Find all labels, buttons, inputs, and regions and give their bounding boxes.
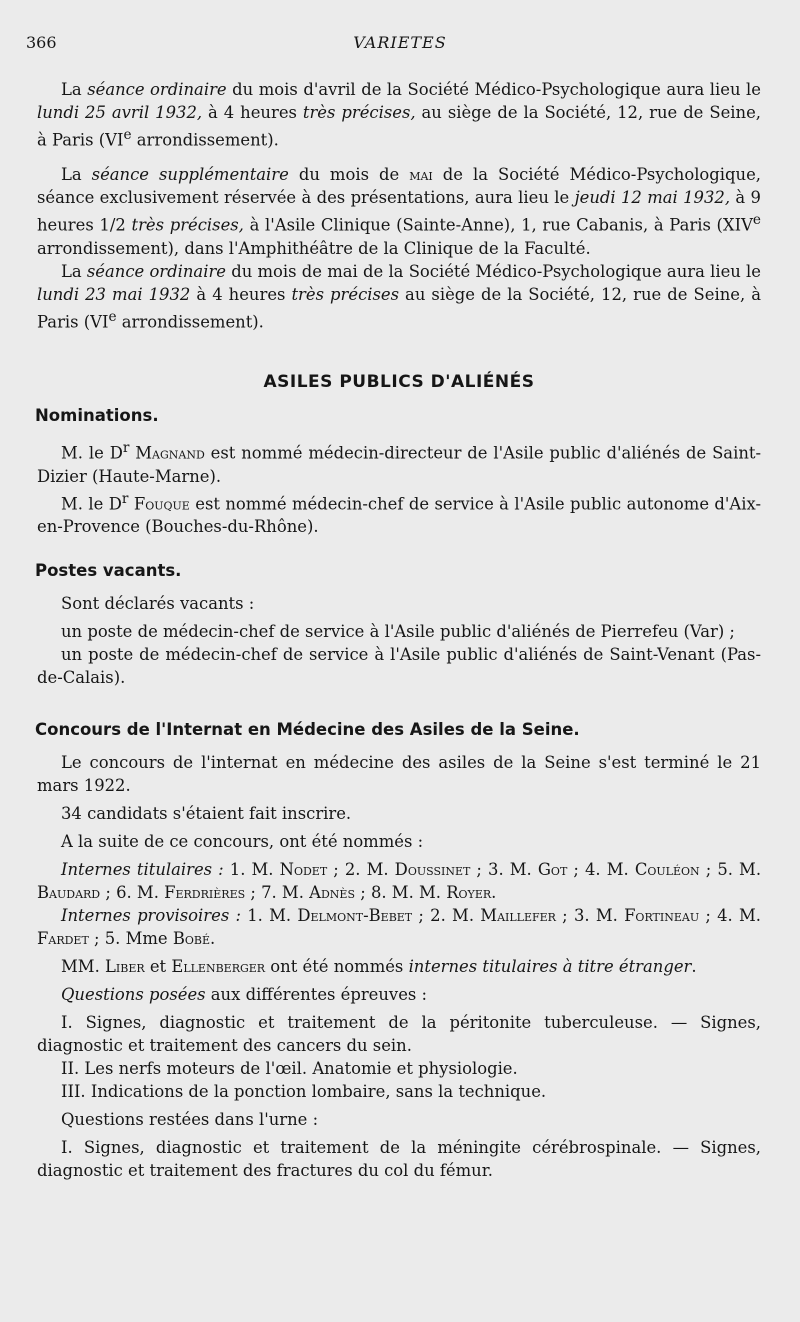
page-number: 366	[26, 33, 57, 52]
postes-vacants-heading: Postes vacants.	[35, 561, 182, 581]
poste-pierrefeu: un poste de médecin-chef de service à l'Asile public d'aliénés de Pierrefeu (Var) ;	[61, 622, 735, 642]
question-3: III. Indications de la ponction lombaire, sans la technique.	[61, 1082, 547, 1102]
question-restee-1: I. Signes, diagnostic et traitement de la méningite cérébrospinale. — Signes, diagnostic et traitement des fractures du col du fémur.	[37, 1138, 761, 1181]
postes-intro: Sont déclarés vacants :	[61, 594, 255, 614]
internes-titulaires: Internes titulaires : 1. M. Nodet ; 2. M. Doussinet ; 3. M. Got ; 4. M. Couléon ; 5. M. Baudard ; 6. M. Ferdrières ; 7. M. Adnès ; 8. M. M. Royer.	[37, 860, 762, 903]
nominations-heading: Nominations.	[35, 406, 159, 426]
nomination-fouque: M. le $D^r$ Fouque est nommé médecin-chef de service à l'Asile public autonome d'Aix-en-Provence (Bouches-du-Rhône).	[37, 490, 761, 537]
concours-candidates: 34 candidats s'étaient fait inscrire.	[61, 804, 352, 824]
questions-posees-intro: Questions posées aux différentes épreuves :	[61, 985, 428, 1005]
question-2: II. Les nerfs moteurs de l'œil. Anatomie et physiologie.	[61, 1059, 518, 1079]
internes-etranger: MM. Liber et Ellenberger ont été nommés internes titulaires à titre étranger.	[61, 957, 697, 977]
nomination-magnand: M. le $D^r$ Magnand est nommé médecin-directeur de l'Asile public d'aliénés de Saint-Dizier (Haute-Marne).	[37, 440, 761, 486]
running-title: VARIETES	[353, 33, 447, 52]
section-title: ASILES PUBLICS D'ALIÉNÉS	[263, 372, 535, 393]
poste-saint-venant: un poste de médecin-chef de service à l'Asile public d'aliénés de Saint-Venant (Pas-de-Calais).	[37, 645, 761, 688]
announcement-april-session: La séance ordinaire du mois d'avril de la Société Médico-Psychologique aura lieu le lundi 25 avril 1932, à 4 heures très précises, au siège de la Société, 12, rue de Seine, à Paris (VIe arrondissement).	[37, 80, 762, 150]
concours-heading: Concours de l'Internat en Médecine des Asiles de la Seine.	[35, 720, 580, 740]
announcement-supplementary-session: La séance supplémentaire du mois de mai de la Société Médico-Psychologique, séance exclusivement réservée à des présentations, aura lieu le jeudi 12 mai 1932, à 9 heures 1/2 très précises, à l'Asile Clinique (Sainte-Anne), 1, rue Cabanis, à Paris (XIVe arrondissement), dans l'Amphithéâtre de la Clinique de la Faculté.	[37, 165, 761, 258]
announcement-may-session: La séance ordinaire du mois de mai de la Société Médico-Psychologique aura lieu le lundi 23 mai 1932 à 4 heures très précises au siège de la Société, 12, rue de Seine, à Paris (VIe arrondissement).	[37, 261, 761, 332]
running-header	[26, 33, 774, 57]
concours-intro: Le concours de l'internat en médecine des asiles de la Seine s'est terminé le 21 mars 1922.	[37, 753, 761, 796]
questions-restees-intro: Questions restées dans l'urne :	[61, 1110, 319, 1130]
internes-provisoires: Internes provisoires : 1. M. Delmont-Bebet ; 2. M. Maillefer ; 3. M. Fortineau ; 4. M. Fardet ; 5. Mme Bobé.	[37, 906, 761, 949]
page-content	[37, 78, 761, 1182]
question-1: I. Signes, diagnostic et traitement de la péritonite tuberculeuse. — Signes, diagnostic et traitement des cancers du sein.	[37, 1013, 761, 1056]
concours-results-intro: A la suite de ce concours, ont été nommés :	[61, 832, 424, 852]
